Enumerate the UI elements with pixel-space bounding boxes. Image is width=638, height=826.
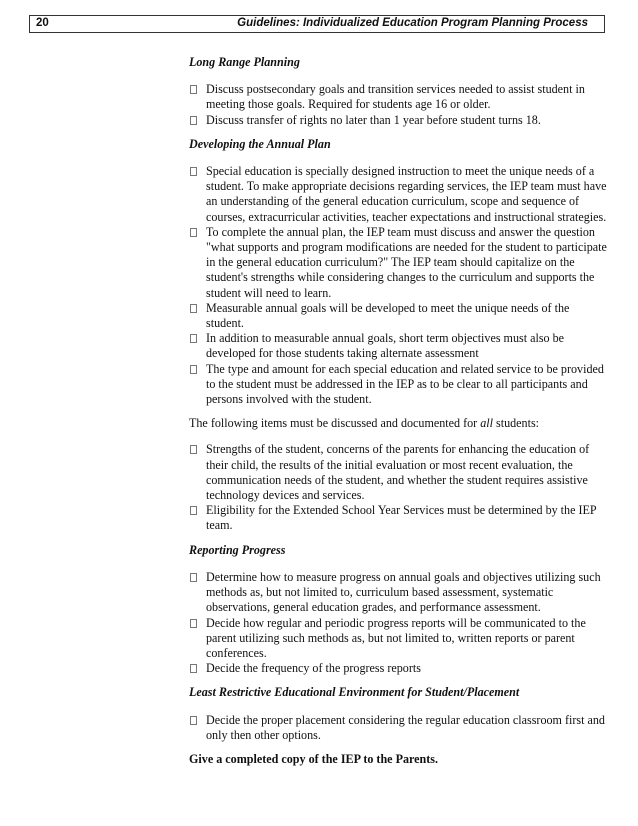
list-item-text: Decide the proper placement considering the regular education classroom first and only then other options.: [206, 712, 605, 742]
heading-developing-annual-plan: Developing the Annual Plan: [189, 136, 331, 151]
checkbox-bullet-icon: [190, 228, 197, 237]
intro-text-after: students:: [492, 416, 540, 431]
heading-reporting-progress: Reporting Progress: [189, 542, 286, 557]
list-item: [189, 113, 609, 128]
checkbox-bullet-icon: [190, 506, 197, 515]
checkbox-bullet-icon: [190, 85, 197, 94]
heading-least-restrictive-environment: Least Restrictive Educational Environment for Student/Placement: [189, 685, 520, 700]
checkbox-bullet-icon: [190, 304, 197, 313]
annual-plan-list: [189, 164, 609, 407]
list-item: [189, 713, 609, 743]
lre-list: [189, 713, 609, 743]
list-item-text: Decide how regular and periodic progress reports will be communicated to the parent utilizing such methods as, but not limited to, written reports or parent conferences.: [206, 615, 586, 660]
checkbox-bullet-icon: [190, 365, 197, 374]
list-item-text: Decide the frequency of the progress reports: [206, 661, 421, 676]
checkbox-bullet-icon: [190, 573, 197, 582]
checkbox-bullet-icon: [190, 445, 197, 454]
list-item: [189, 331, 609, 361]
list-item-text: Determine how to measure progress on annual goals and objectives utilizing such methods as, but not limited to, curriculum based assessment, systematic observations, general education grades, and performance assessment.: [206, 569, 601, 615]
list-item-text: Discuss postsecondary goals and transition services needed to assist student in meeting those goals. Required for students age 16 or older.: [206, 82, 585, 112]
list-item-text: In addition to measurable annual goals, short term objectives must also be developed for those students taking alternate assessment: [206, 331, 565, 361]
list-item: [189, 82, 609, 112]
page-number: 20: [36, 17, 49, 29]
list-item: [189, 225, 609, 301]
checkbox-bullet-icon: [190, 664, 197, 673]
reporting-list: [189, 570, 609, 676]
checkbox-bullet-icon: [190, 716, 197, 725]
list-item: [189, 442, 609, 503]
list-item: [189, 164, 609, 225]
heading-long-range-planning: Long Range Planning: [189, 55, 300, 69]
list-item-text: Measurable annual goals will be developed to meet the unique needs of the student.: [206, 300, 570, 331]
all-students-intro: [189, 416, 609, 431]
list-item-text: The type and amount for each special education and related service to be provided to the student must be addressed in the IEP as to be clear to all participants and persons involved with the student.: [206, 361, 604, 407]
list-item-text: Strengths of the student, concerns of the parents for enhancing the education of their child, the results of the initial evaluation or most recent evaluation, the communication needs of the student, and whether the student requires assistive technology devices and services.: [206, 442, 590, 503]
list-item: [189, 570, 609, 616]
all-students-list: [189, 442, 609, 533]
list-item: [189, 661, 609, 676]
checkbox-bullet-icon: [190, 167, 197, 176]
long-range-list: [189, 82, 609, 128]
checkbox-bullet-icon: [190, 334, 197, 343]
closing-instruction: Give a completed copy of the IEP to the Parents.: [189, 751, 439, 766]
checkbox-bullet-icon: [190, 116, 197, 125]
list-item-text: Eligibility for the Extended School Year Services must be determined by the IEP team.: [206, 503, 597, 533]
list-item: [189, 301, 609, 331]
checkbox-bullet-icon: [190, 619, 197, 628]
intro-text-before: The following items must be discussed and documented for: [189, 416, 481, 431]
header-title: Guidelines: Individualized Education Program Planning Process: [237, 17, 588, 29]
list-item-text: Special education is specially designed instruction to meet the unique needs of a student. To make appropriate decisions regarding services, the IEP team must have an understanding of the general education curriculum, scope and sequence of courses, extracurricular activities, teacher expectations and instructional strategies.: [206, 164, 607, 224]
intro-emphasis: all: [480, 416, 493, 431]
list-item-text: To complete the annual plan, the IEP team must discuss and answer the question "what supports and program modifications are needed for the student to participate in the general education curriculum?" The IEP team should capitalize on the student's strengths while considering changes to the curriculum and supports the student will need to learn.: [206, 224, 607, 300]
list-item: [189, 616, 609, 662]
list-item-text: Discuss transfer of rights no later than 1 year before student turns 18.: [206, 112, 541, 127]
document-body: [189, 55, 609, 779]
list-item: [189, 503, 609, 533]
list-item: [189, 362, 609, 408]
page-header: [29, 15, 605, 33]
